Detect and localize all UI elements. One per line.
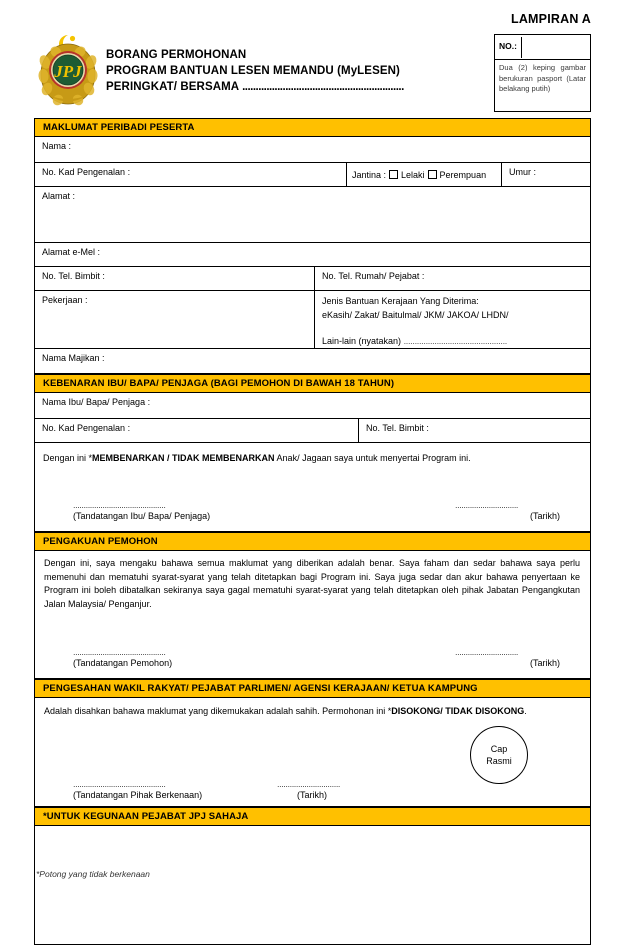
- section-header-jpj-office: *UNTUK KEGUNAAN PEJABAT JPJ SAHAJA: [35, 807, 590, 826]
- section-header-guardian: KEBENARAN IBU/ BAPA/ PENJAGA (BAGI PEMOHON DI BAWAH 18 TAHUN): [35, 374, 590, 393]
- applicant-date-line[interactable]: ..............................: [455, 648, 519, 657]
- declaration-block: [35, 551, 590, 678]
- stamp-line-1: Cap: [490, 744, 508, 754]
- endorsement-prefix: Adalah disahkan bahawa maklumat yang dikemukakan adalah sahih. Permohonan ini *: [44, 706, 392, 716]
- label-guardian-tel: No. Tel. Bimbit :: [366, 423, 429, 433]
- section-header-endorsement: PENGESAHAN WAKIL RAKYAT/ PEJABAT PARLIMEN/ AGENSI KERAJAAN/ KETUA KAMPUNG: [35, 679, 590, 698]
- row-majikan: [35, 349, 590, 374]
- label-alamat: Alamat :: [42, 191, 76, 201]
- footnote: *Potong yang tidak berkenaan: [36, 869, 150, 879]
- field-nama[interactable]: [35, 137, 590, 162]
- guardian-signature-row: [35, 479, 590, 531]
- field-jpj-office-area[interactable]: [35, 826, 590, 944]
- label-perempuan: Perempuan: [439, 169, 487, 180]
- label-nama-majikan: Nama Majikan :: [42, 353, 105, 363]
- form-table: [34, 118, 591, 945]
- photo-box: [494, 34, 591, 112]
- label-nama: Nama :: [42, 141, 72, 151]
- field-lain-lain[interactable]: [322, 335, 584, 349]
- label-guardian-nama: Nama Ibu/ Bapa/ Penjaga :: [42, 397, 151, 407]
- field-tel-rumah[interactable]: [314, 267, 590, 290]
- field-nama-majikan[interactable]: [35, 349, 590, 373]
- photo-caption: Dua (2) keping gambar berukuran pasport (Latar belakang putih): [499, 63, 586, 93]
- guardian-consent-block: [35, 443, 590, 531]
- field-guardian-tel[interactable]: [358, 419, 590, 442]
- label-lain-lain: Lain-lain (nyatakan): [322, 336, 402, 346]
- guardian-signature-caption: (Tandatangan Ibu/ Bapa/ Penjaga): [73, 511, 211, 521]
- endorsement-signature-row: [35, 776, 590, 806]
- applicant-signature-caption: (Tandatangan Pemohon): [73, 658, 173, 668]
- row-guardian-nama: [35, 393, 590, 419]
- section-header-declaration: PENGAKUAN PEMOHON: [35, 532, 590, 551]
- title-line-3: [106, 79, 486, 95]
- label-guardian-kad: No. Kad Pengenalan :: [42, 423, 131, 433]
- label-kad-pengenalan: No. Kad Pengenalan :: [42, 167, 131, 177]
- field-alamat[interactable]: [35, 187, 590, 242]
- title-line-2: PROGRAM BANTUAN LESEN MEMANDU (MyLESEN): [106, 65, 400, 77]
- guardian-date-line[interactable]: ..............................: [455, 501, 519, 510]
- field-tel-bimbit[interactable]: [35, 267, 314, 290]
- row-guardian-contact: [35, 419, 590, 443]
- row-identity: [35, 163, 590, 187]
- photo-number-label: NO.:: [499, 41, 517, 51]
- lain-lain-dots: ...............................................: [403, 336, 507, 346]
- label-email: Alamat e-Mel :: [42, 247, 101, 257]
- title-line-3-text: PERINGKAT/ BERSAMA: [106, 81, 239, 93]
- guardian-date-caption: (Tarikh): [529, 511, 560, 521]
- row-alamat: [35, 187, 590, 243]
- row-email: [35, 243, 590, 267]
- title-line-3-dots: ............................................................: [242, 81, 404, 93]
- row-telephone: [35, 267, 590, 291]
- guardian-statement: [35, 443, 590, 465]
- section-header-personal: MAKLUMAT PERIBADI PESERTA: [35, 119, 590, 137]
- row-nama: [35, 137, 590, 163]
- field-umur[interactable]: [501, 163, 590, 186]
- checkbox-perempuan[interactable]: [428, 170, 437, 179]
- guardian-stmt-prefix: Dengan ini *: [43, 453, 93, 463]
- label-pekerjaan: Pekerjaan :: [42, 295, 88, 305]
- label-umur: Umur :: [509, 167, 536, 177]
- applicant-date-caption: (Tarikh): [529, 658, 560, 668]
- field-kad-pengenalan[interactable]: [35, 163, 346, 186]
- label-lelaki: Lelaki: [401, 169, 425, 180]
- endorsement-statement: [35, 698, 590, 718]
- label-jantina: Jantina :: [352, 169, 387, 180]
- svg-text:JPJ: JPJ: [54, 62, 82, 81]
- field-pekerjaan[interactable]: [35, 291, 314, 348]
- row-jpj-office: [35, 826, 590, 944]
- endorsement-block: [35, 698, 590, 806]
- photo-number-field[interactable]: [495, 35, 590, 60]
- guardian-stmt-bold: MEMBENARKAN / TIDAK MEMBENARKAN: [92, 453, 275, 463]
- label-bantuan-2: eKasih/ Zakat/ Baitulmal/ JKM/ JAKOA/ LHDN/: [322, 309, 509, 320]
- label-tel-bimbit: No. Tel. Bimbit :: [42, 271, 105, 281]
- label-bantuan-1: Jenis Bantuan Kerajaan Yang Diterima:: [322, 296, 479, 306]
- endorsement-signature-caption: (Tandatangan Pihak Berkenaan): [73, 790, 203, 800]
- row-pekerjaan: [35, 291, 590, 349]
- checkbox-lelaki[interactable]: [389, 170, 398, 179]
- stamp-line-2: Rasmi: [486, 756, 512, 766]
- endorsement-bold: DISOKONG/ TIDAK DISOKONG: [391, 706, 525, 716]
- field-jenis-bantuan[interactable]: [314, 291, 590, 348]
- field-guardian-nama[interactable]: [35, 393, 590, 418]
- endorsement-signature-line[interactable]: ............................................: [73, 780, 166, 789]
- endorsement-date-caption: (Tarikh): [297, 790, 328, 800]
- endorsement-date-line[interactable]: ..............................: [277, 780, 341, 789]
- field-email[interactable]: [35, 243, 590, 266]
- photo-number-divider: [521, 37, 522, 58]
- field-jantina[interactable]: [346, 163, 501, 186]
- row-declaration: [35, 551, 590, 679]
- guardian-stmt-suffix: Anak/ Jagaan saya untuk menyertai Program ini.: [274, 453, 471, 463]
- row-guardian-consent: [35, 443, 590, 532]
- applicant-signature-row: [35, 626, 590, 678]
- applicant-signature-line[interactable]: ............................................: [73, 648, 166, 657]
- jpj-logo-icon: [34, 32, 102, 108]
- form-title: [106, 47, 486, 95]
- form-header: [34, 12, 591, 112]
- title-line-1: BORANG PERMOHONAN: [106, 49, 247, 61]
- endorsement-suffix: .: [524, 706, 527, 716]
- declaration-paragraph: Dengan ini, saya mengaku bahawa semua maklumat yang diberikan adalah benar. Saya faham dan sedar bahawa saya perlu memenuhi dan mematuhi syarat-syarat yang telah ditetapkan bagi Program ini. Saya juga sedar dan akur bahawa penyertaan ke Program ini boleh dibatalkan sekiranya saya gagal mematuhi syarat-syarat yang telah ditetapkan oleh pihak Jabatan Pengangkutan Jalan Malaysia/ Penganjur.: [44, 558, 580, 609]
- label-tel-rumah: No. Tel. Rumah/ Pejabat :: [322, 271, 425, 281]
- lampiran-label: LAMPIRAN A: [510, 12, 591, 26]
- row-endorsement: [35, 698, 590, 807]
- guardian-signature-line[interactable]: ............................................: [73, 501, 166, 510]
- field-guardian-kad-pengenalan[interactable]: [35, 419, 358, 442]
